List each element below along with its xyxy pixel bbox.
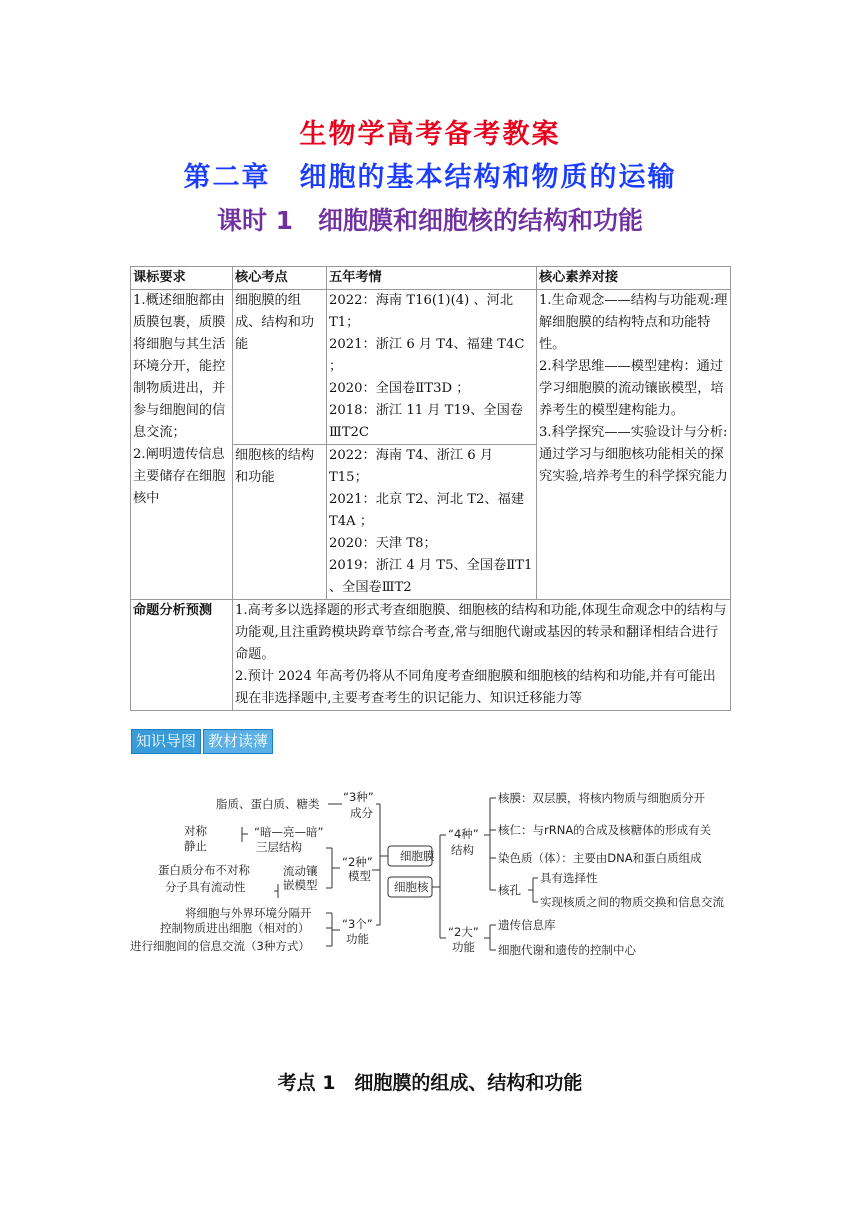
exam-item: 2022：海南 T4、浙江 6 月 T15；: [329, 448, 494, 485]
forecast-item: 1.高考多以选择题的形式考查细胞膜、细胞核的结构和功能,体现生命观念中的结构与功能观,且注重跨模块跨章节综合考查,常与细胞代谢或基因的转录和翻译相结合进行命题。: [235, 603, 727, 662]
structure-item: 核仁：与rRNA的合成及核糖体的形成有关: [498, 823, 712, 837]
table-row: [131, 290, 731, 445]
section-title: 考点 1 细胞膜的组成、结构和功能: [277, 1072, 583, 1094]
table-header-row: [131, 267, 731, 290]
overview-table: [130, 266, 731, 711]
pore-feature: 实现核质之间的物质交换和信息交流: [540, 895, 724, 909]
composition-text: 脂质、蛋白质、糖类: [216, 797, 320, 811]
chapter-title: 第二章 细胞的基本结构和物质的运输: [183, 162, 677, 193]
model-b-left: 分子具有流动性: [165, 880, 246, 894]
exam-item: 2021：浙江 6 月 T4、福建 T4C ；: [329, 337, 525, 374]
exam-item: 2021：北京 T2、河北 T2、福建 T4A ；: [329, 492, 525, 529]
pore-feature: 具有选择性: [540, 871, 598, 885]
mindmap-labels: [130, 790, 724, 957]
function-category: “3个”: [342, 917, 373, 931]
tag-textbook: 教材读薄: [203, 729, 273, 754]
nucleus-function: 细胞代谢和遗传的控制中心: [498, 943, 636, 957]
model-category: “2种”: [342, 855, 373, 869]
structure-item: 核孔: [498, 883, 521, 897]
model-category-sub: 模型: [348, 869, 371, 883]
function-category-sub: 功能: [346, 932, 369, 946]
model-a-left: 对称: [184, 824, 207, 838]
exam-item: 2019：浙江 4 月 T5、全国卷ⅡT1 、全国卷ⅢT2: [329, 558, 533, 595]
model-a-line2: 三层结构: [256, 840, 302, 854]
exam-item: 2018：浙江 11 月 T19、全国卷ⅢT2C: [329, 403, 523, 440]
requirement-item: 1.概述细胞都由质膜包裹，质膜将细胞与其生活环境分开，能控制物质进出，并参与细胞间的信息交流；: [133, 293, 226, 440]
forecast-item: 2.预计 2024 年高考仍将从不同角度考查细胞膜和细胞核的结构和功能,并有可能出现在非选择题中,主要考查考生的识记能力、知识迁移能力等: [235, 669, 716, 706]
membrane-function: 将细胞与外界环境分隔开: [185, 906, 312, 920]
requirement-cell: [131, 290, 233, 600]
membrane-function: 进行细胞间的信息交流（3种方式）: [130, 939, 310, 953]
lesson-title: 课时 1 细胞膜和细胞核的结构和功能: [216, 206, 644, 235]
structure-category: “4种”: [448, 827, 479, 841]
forecast-label: 命题分析预测: [131, 600, 233, 711]
literacy-item: 1.生命观念——结构与功能观:理解细胞膜的结构特点和功能特性。: [539, 293, 728, 352]
requirement-item: 2.阐明遗传信息主要储存在细胞核中: [133, 447, 226, 506]
header-cell: 核心考点: [233, 267, 327, 290]
exam-cell: [327, 290, 537, 445]
section-tags: [131, 729, 273, 752]
structure-item: 染色质（体）：主要由DNA和蛋白质组成: [498, 851, 702, 865]
nucleus-function-category-sub: 功能: [452, 940, 475, 954]
model-b: 流动镶: [283, 864, 318, 878]
exam-item: 2020：全国卷ⅡT3D ；: [329, 381, 470, 396]
point-cell: 细胞膜的组成、结构和功能: [233, 290, 327, 445]
knowledge-mindmap: [128, 780, 738, 965]
model-a: “暗—亮—暗”: [254, 825, 324, 839]
model-b-left: 蛋白质分布不对称: [158, 863, 250, 877]
literacy-item: 2.科学思维——模型建构：通过学习细胞膜的流动镶嵌模型，培养考生的模型建构能力。: [539, 359, 724, 418]
literacy-item: 3.科学探究——实验设计与分析:通过学习与细胞核功能相关的探究实验,培养考生的科学探究能力: [539, 425, 728, 484]
exam-item: 2020：天津 T8；: [329, 536, 437, 551]
membrane-function: 控制物质进出细胞（相对的）: [160, 921, 310, 935]
forecast-cell: [233, 600, 731, 711]
membrane-node: 细胞膜: [400, 849, 435, 863]
header-cell: 五年考情: [327, 267, 537, 290]
header-cell: 课标要求: [131, 267, 233, 290]
nucleus-node: 细胞核: [394, 880, 429, 894]
structure-item: 核膜：双层膜，将核内物质与细胞质分开: [498, 791, 705, 805]
point-cell: 细胞核的结构和功能: [233, 445, 327, 600]
table-row: [131, 600, 731, 711]
literacy-cell: [537, 290, 731, 600]
exam-cell: [327, 445, 537, 600]
model-a-left: 静止: [184, 839, 207, 853]
nucleus-function-category: “2大”: [448, 925, 479, 939]
tag-knowledge-map: 知识导图: [131, 729, 201, 754]
model-b-line2: 嵌模型: [283, 878, 318, 892]
composition-category-sub: 成分: [350, 806, 373, 820]
nucleus-function: 遗传信息库: [498, 918, 556, 932]
page-title: 生物学高考备考教案: [299, 119, 561, 150]
structure-category-sub: 结构: [451, 843, 474, 857]
composition-category: “3种”: [343, 790, 374, 804]
exam-item: 2022：海南 T16(1)(4) 、河北 T1；: [329, 293, 514, 330]
header-cell: 核心素养对接: [537, 267, 731, 290]
